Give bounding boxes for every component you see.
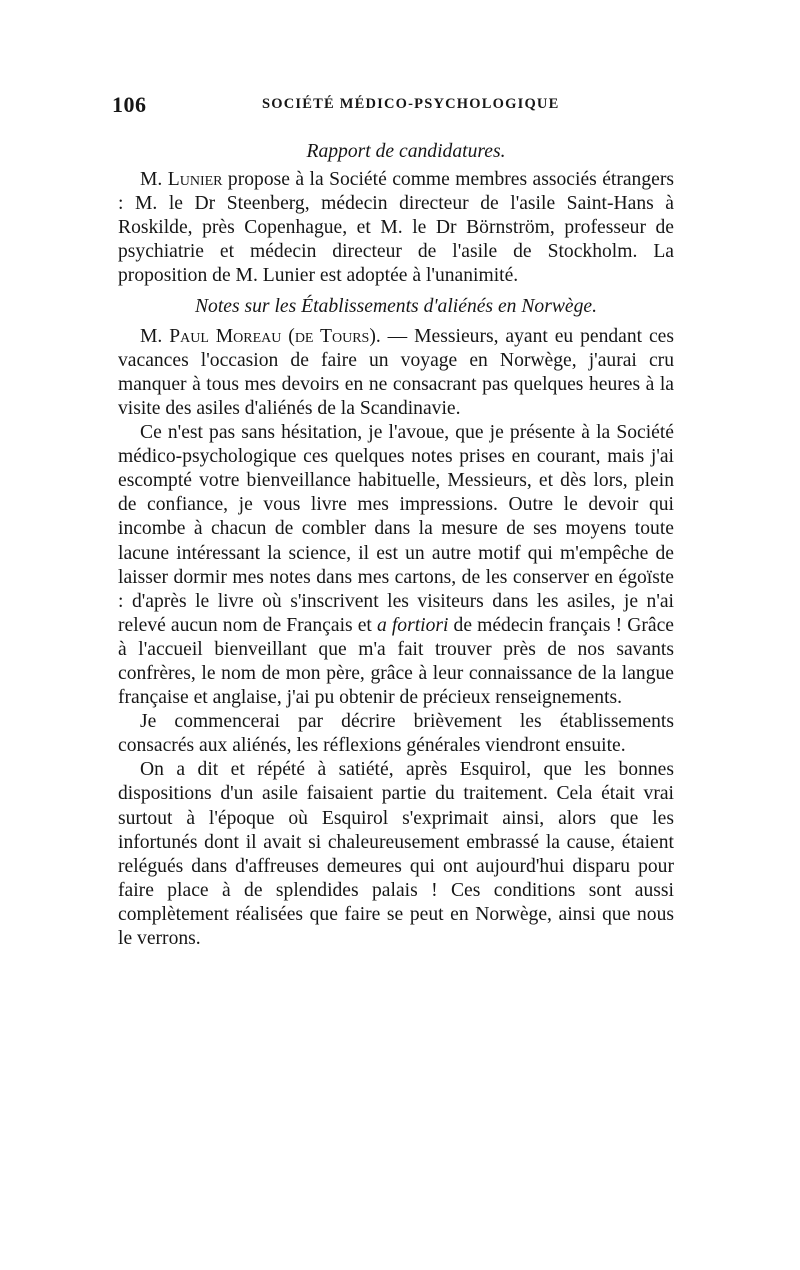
paragraph-text: propose à la Société comme membres associés étrangers : M. le Dr Steenberg, médecin directeur de l'asile Saint-Hans à Roskilde, près Copenhague, et M. le Dr Börnström, professeur de psychiatrie et médecin directeur de l'asile de Stockholm. La proposition de M. Lunier est adoptée à l'unanimité. — [118, 169, 674, 287]
paragraph-intro — [118, 325, 674, 421]
section-heading-candidatures: Rapport de candidatures. — [306, 141, 506, 162]
paragraph-candidatures — [118, 168, 674, 288]
section-heading-norwege: Notes sur les Établissements d'aliénés en Norwège. — [194, 295, 598, 317]
emphasis-text: a fortiori — [376, 614, 449, 636]
page-header — [112, 92, 675, 122]
paragraph-text: — Messieurs, ayant eu pendant ces vacances l'occasion de faire un voyage en Norwège, j'aurai cru manquer à tous mes devoirs en ne consacrant pas quelques heures à la visite des asiles d'aliénés de la Scandinavie. — [118, 325, 675, 419]
running-title: SOCIÉTÉ MÉDICO-PSYCHOLOGIQUE — [262, 96, 560, 112]
speaker-name: M. Lunier — [140, 169, 223, 191]
paragraph-text: Ce n'est pas sans hésitation, je l'avoue, que je présente à la Société médico-psychologique ces quelques notes prises en courant, mais j'ai escompté votre bienveillance habituelle, Messieurs, et dès lors, plein de confiance, je vous livre mes impressions. Outre le devoir qui incombe à chacun de combler dans la mesure de ses moyens toute lacune intéressant la science, il est un autre motif qui m'empêche de laisser dormir mes notes dans mes cartons, de les conserver en égoïste : d'après le livre où s'inscrivent les visiteurs dans les asiles, je n'ai relevé aucun nom de Français et — [118, 422, 674, 636]
body-text — [118, 140, 674, 951]
paragraph-hesitation — [118, 421, 674, 710]
paragraph-plan: Je commencerai par décrire brièvement les établissements consacrés aux aliénés, les réflexions générales viendront ensuite. — [118, 711, 674, 757]
speaker-name: M. Paul Moreau (de Tours). — [140, 325, 381, 347]
page-number: 106 — [112, 92, 147, 117]
paragraph-text: de médecin français ! Grâce à l'accueil bienveillant que m'a fait trouver près de nos savants confrères, le nom de mon père, grâce à leur connaissance de la langue française et anglaise, j'ai pu obtenir de précieux renseignements. — [118, 614, 674, 709]
paragraph-esquirol: On a dit et répété à satiété, après Esquirol, que les bonnes dispositions d'un asile faisaient partie du traitement. Cela était vrai surtout à l'époque où Esquirol s'exprimait ainsi, alors que les infortunés dont il avait si chaleureusement embrassé la cause, étaient relégués dans d'affreuses demeures qui ont aujourd'hui disparu pour faire place à de splendides palais ! Ces conditions sont aussi complètement réalisées que faire se peut en Norwège, ainsi que nous le verrons. — [118, 759, 674, 949]
